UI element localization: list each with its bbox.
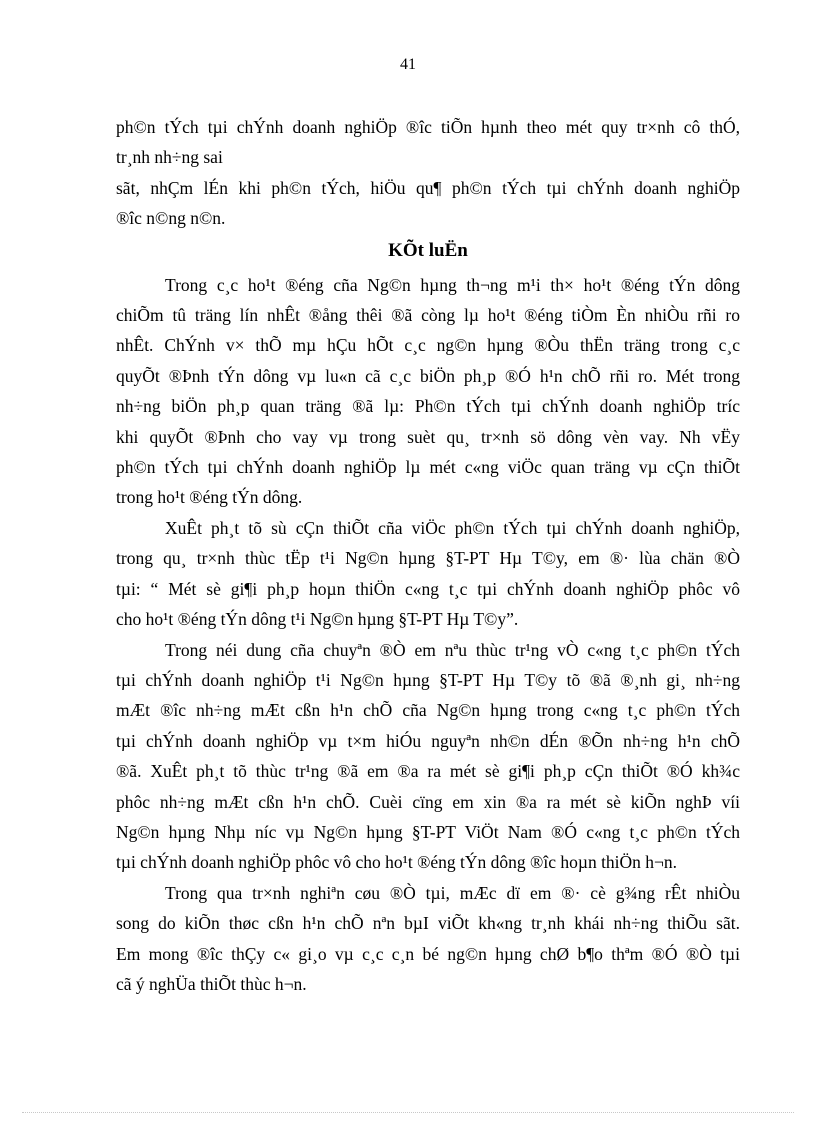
text-line: Em mong ®îc thÇy c« gi¸o vµ c¸c c¸n bé ng©n hµng chØ b¶o thªm ®Ó ®Ò tµi — [116, 943, 740, 964]
text-line: song do kiÕn thøc cßn h¹n chÕ nªn bµI viÕt kh«ng tr¸nh khái nh÷ng thiÕu sãt. — [116, 913, 740, 934]
text-line: XuÊt ph¸t tõ sù cÇn thiÕt cña viÖc ph©n tÝch tµi chÝnh doanh nghiÖp, — [165, 517, 740, 538]
text-line: nhÊt. ChÝnh v× thÕ mµ hÇu hÕt c¸c ng©n hµng ®Òu thËn träng trong c¸c — [116, 335, 740, 356]
section-heading: KÕt luËn — [388, 239, 468, 261]
text-line: cã ý nghÜa thiÕt thùc h¬n. — [116, 973, 307, 994]
text-line: tµi chÝnh doanh nghiÖp t¹i Ng©n hµng §T-PT Hµ T©y tõ ®ã ®¸nh gi¸ nh÷ng — [116, 669, 740, 690]
text-line: phôc nh÷ng mÆt cßn h¹n chÕ. Cuèi cïng em xin ®a ra mét sè kiÕn nghÞ víi — [116, 791, 740, 812]
text-line: tµi chÝnh doanh nghiÖp vµ t×m hiÓu nguyªn nh©n dÉn ®Õn nh÷ng h¹n chÕ — [116, 730, 740, 751]
text-line: sãt, nhÇm lÉn khi ph©n tÝch, hiÖu qu¶ ph©n tÝch tµi chÝnh doanh nghiÖp — [116, 177, 740, 198]
paragraph-3 — [116, 635, 740, 878]
text-line: ph©n tÝch tµi chÝnh doanh nghiÖp lµ mét c«ng viÖc quan träng vµ cÇn thiÕt — [116, 457, 740, 478]
text-line: chiÕm tû träng lín nhÊt ®ång thêi ®ã còng lµ ho¹t ®éng tiÒm Èn nhiÒu rñi ro — [116, 305, 740, 326]
page-bottom-border — [22, 1112, 794, 1113]
text-line: khi quyÕt ®Þnh cho vay vµ trong suèt qu¸ tr×nh sö dông vèn vay. Nh vËy — [116, 426, 740, 447]
text-line: cho ho¹t ®éng tÝn dông t¹i Ng©n hµng §T-PT Hµ T©y”. — [116, 609, 519, 630]
text-line: trong qu¸ tr×nh thùc tËp t¹i Ng©n hµng §T-PT Hµ T©y, em ®· lùa chän ®Ò — [116, 548, 740, 569]
text-line: tr¸nh nh÷ng sai — [116, 147, 223, 168]
text-line: Trong qua tr×nh nghiªn cøu ®Ò tµi, mÆc dï em ®· cè g¾ng rÊt nhiÒu — [165, 882, 740, 903]
text-line: ®îc n©ng n©n. — [116, 208, 226, 229]
text-line: Ng©n hµng Nhµ níc vµ Ng©n hµng §T-PT ViÖt Nam ®Ó c«ng t¸c ph©n tÝch — [116, 821, 740, 842]
text-line: tµi: “ Mét sè gi¶i ph¸p hoµn thiÖn c«ng t¸c tµi chÝnh doanh nghiÖp phôc vô — [116, 578, 740, 599]
text-line: mÆt ®îc nh÷ng mÆt cßn h¹n chÕ cña Ng©n hµng trong c«ng t¸c ph©n tÝch — [116, 700, 740, 721]
text-line: quyÕt ®Þnh tÝn dông vµ lu«n cã c¸c biÖn ph¸p ®Ó h¹n chÕ rñi ro. Mét trong — [116, 365, 740, 386]
paragraph-2 — [116, 513, 740, 635]
text-line: tµi chÝnh doanh nghiÖp phôc vô cho ho¹t ®éng tÝn dông ®îc hoµn thiÖn h¬n. — [116, 852, 678, 873]
paragraph-1 — [116, 270, 740, 513]
paragraph-4 — [116, 878, 740, 1000]
text-line: nh÷ng biÖn ph¸p quan träng ®ã lµ: Ph©n tÝch tµi chÝnh doanh nghiÖp tríc — [116, 396, 740, 417]
text-line: Trong néi dung cña chuyªn ®Ò em nªu thùc tr¹ng vÒ c«ng t¸c ph©n tÝch — [165, 639, 740, 660]
text-line: trong ho¹t ®éng tÝn dông. — [116, 487, 303, 508]
text-line: Trong c¸c ho¹t ®éng cña Ng©n hµng th¬ng m¹i th× ho¹t ®éng tÝn dông — [165, 274, 740, 295]
document-body — [116, 112, 740, 999]
page-number: 41 — [400, 56, 416, 73]
text-line: ph©n tÝch tµi chÝnh doanh nghiÖp ®îc tiÕn hµnh theo mét quy tr×nh cô thÓ, — [116, 117, 740, 137]
text-line: ®ã. XuÊt ph¸t tõ thùc tr¹ng ®ã em ®a ra mét sè gi¶i ph¸p cÇn thiÕt ®Ó kh¾c — [116, 761, 740, 782]
